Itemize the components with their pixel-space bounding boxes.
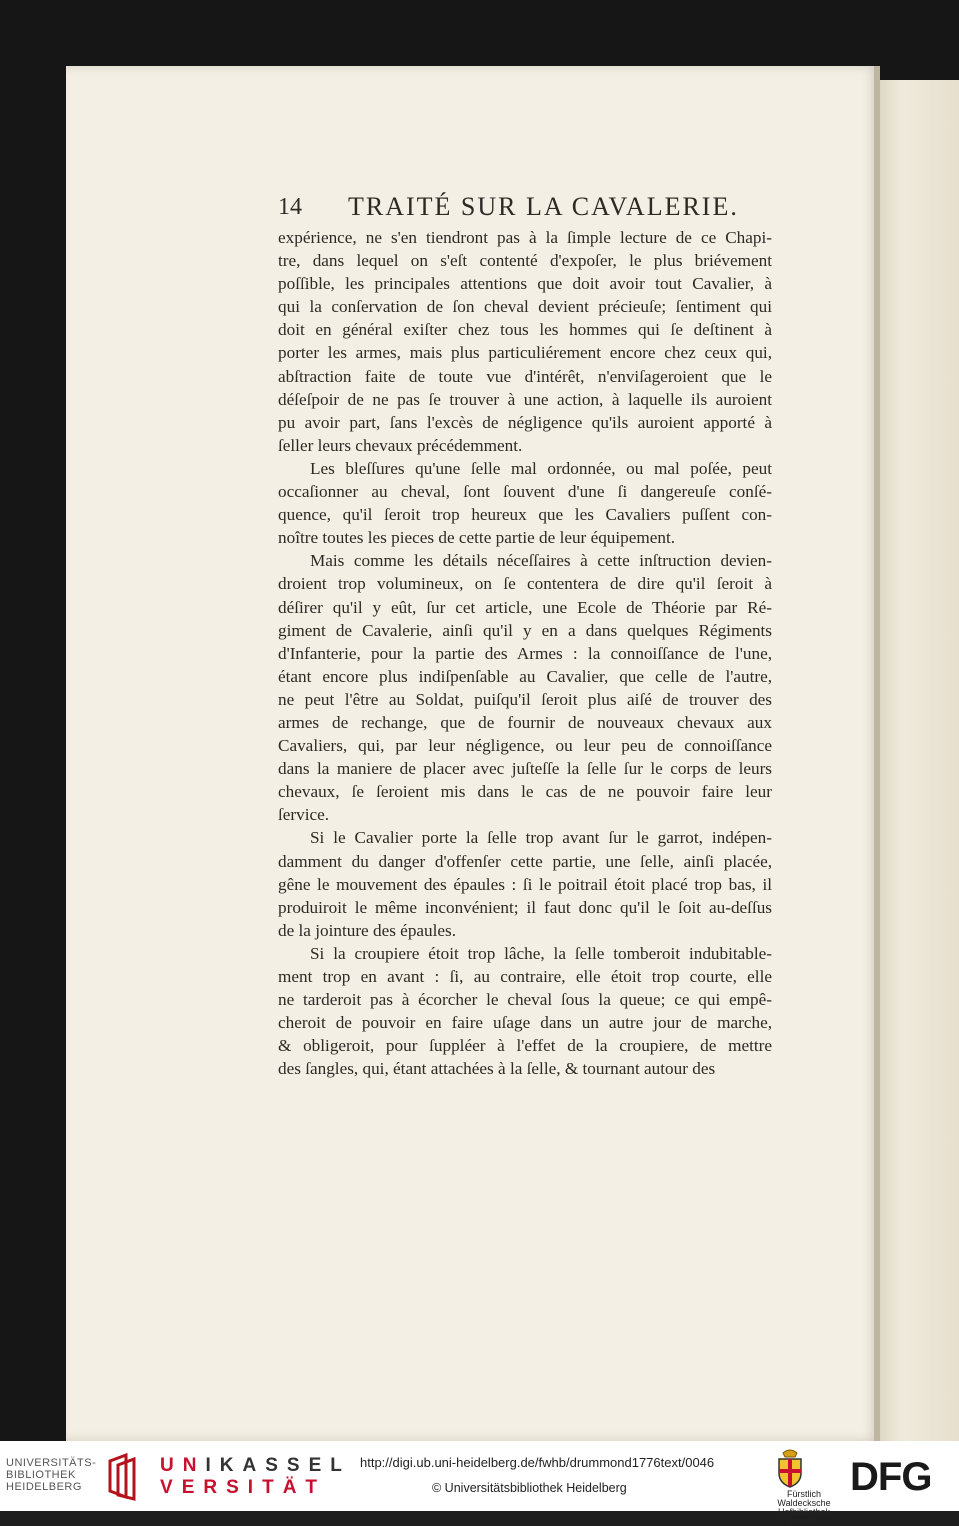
uk-letter: V <box>160 1477 182 1498</box>
page-edge <box>878 80 959 1441</box>
footer-bar <box>0 1441 959 1526</box>
page-gutter <box>874 66 880 1441</box>
text-line: quence, qu'il ſeroit trop heureux que les Cavaliers puſſent con- <box>278 505 772 525</box>
uk-letter: U <box>160 1455 183 1476</box>
text-line: poſſible, les principales attentions que doit avoir tout Cavalier, à <box>278 274 772 294</box>
text-line: étant encore plus indiſpenſable au Cavalier, que celle de l'autre, <box>278 666 772 686</box>
text-line: Cavaliers, qui, par leur négligence, ou leur peu de connoiſſance <box>278 736 772 756</box>
heidelberg-logo-icon[interactable] <box>106 1453 142 1501</box>
uni-kassel-logo[interactable] <box>160 1455 351 1499</box>
uk-letter: E <box>181 1477 204 1498</box>
text-line: Les bleſſures qu'une ſelle mal ordonnée, ou mal poſée, peut <box>310 458 772 478</box>
text-line: des ſangles, qui, étant attachées à la ſelle, & tournant autour des <box>278 1059 716 1079</box>
uh-library-name[interactable] <box>6 1457 96 1493</box>
paragraph <box>278 457 772 549</box>
text-line: ne peut l'être au Soldat, puiſqu'il ſeroit plus aiſé de trouver des <box>278 689 772 709</box>
text-line: noître toutes les pieces de cette partie de leur équipement. <box>278 528 676 548</box>
text-line: ſervice. <box>278 805 330 825</box>
paragraph <box>278 826 772 941</box>
text-line: d'Infanterie, pour la partie des Armes : la connoiſſance de l'une, <box>278 643 772 663</box>
text-line: déſeſpoir de ne pas ſe trouver à une action, à laquelle ils auroient <box>278 389 772 409</box>
uk-letter: R <box>203 1477 227 1498</box>
text-line: gêne le mouvement des épaules : ſi le poitrail étoit placé trop bas, il <box>278 874 772 894</box>
text-line: cheroit de pouvoir en faire uſage dans un autre jour de marche, <box>278 1013 772 1033</box>
text-line: occaſionner au cheval, ſont ſouvent d'une ſi dangereuſe conſé- <box>278 482 772 502</box>
uh-line-1: UNIVERSITÄTS- <box>6 1457 97 1469</box>
text-line: abſtraction faite de toute vue d'intérêt, n'enviſageroient que le <box>278 366 772 386</box>
text-line: pu avoir part, ſans l'excès de négligence qu'ils auroient apporté à <box>278 412 772 432</box>
text-line: déſirer qu'il y eût, ſur cet article, une Ecole de Théorie par Ré- <box>278 597 772 617</box>
coat-of-arms-icon[interactable] <box>770 1447 810 1489</box>
uk-letter: N <box>182 1455 206 1476</box>
uk-letter: T <box>305 1477 327 1498</box>
page-number: 14 <box>278 194 302 220</box>
text-line: produiroit le même inconvénient; il faut donc qu'il le ſoit au-deſſus <box>278 897 772 917</box>
uk-letter: T <box>262 1477 283 1498</box>
text-line: armes de rechange, que de fournir de nouveaux chevaux aux <box>278 712 772 732</box>
text-line: chevaux, ſe ſeroient mis dans le cas de ne pouvoir faire leur <box>278 782 772 802</box>
fwh-line-2: Hofbibliothek Arolsen <box>777 1507 831 1526</box>
paragraphs <box>278 226 772 1080</box>
uk-letter: I <box>247 1477 263 1498</box>
page-text <box>278 190 772 1080</box>
text-line: de la jointure des épaules. <box>278 920 457 940</box>
text-line: Si le Cavalier porte la ſelle trop avant ſur le garrot, indépen- <box>310 828 772 848</box>
fwh-line-1: Fürstlich Waldecksche <box>777 1489 831 1508</box>
uk-letter: K <box>219 1455 243 1476</box>
uh-line-3: HEIDELBERG <box>6 1481 82 1493</box>
uk-row-1 <box>160 1455 351 1477</box>
uk-letter: I <box>205 1455 220 1476</box>
text-line: droient trop volumineux, on ſe contentera de dire qu'il ſeroit à <box>278 574 772 594</box>
text-line: & obligeroit, pour ſuppléer à l'effet de la croupiere, de mettre <box>278 1036 772 1056</box>
paragraph <box>278 549 772 826</box>
text-line: ſeller leurs chevaux précédemment. <box>278 435 523 455</box>
uk-letter: S <box>286 1455 309 1476</box>
uk-letter: S <box>226 1477 248 1498</box>
text-line: doit en général exiſter chez tous les hommes qui ſe deſtinent à <box>278 320 772 340</box>
uk-letter: Ä <box>282 1477 306 1498</box>
copyright-notice: © Universitätsbibliothek Heidelberg <box>432 1481 627 1495</box>
text-line: qui la conſervation de ſon cheval devient précieuſe; ſentiment qui <box>278 297 772 317</box>
uk-letter: A <box>242 1455 266 1476</box>
running-title: TRAITÉ SUR LA CAVALERIE. <box>348 192 739 221</box>
uk-letter: E <box>308 1455 331 1476</box>
paragraph <box>278 942 772 1081</box>
text-line: damment du danger d'offenſer cette partie, une ſelle, ainſi placée, <box>278 851 772 871</box>
uh-line-2: BIBLIOTHEK <box>6 1469 76 1481</box>
paragraph <box>278 226 772 457</box>
text-line: porter les armes, mais plus particuliérement encore chez ceux qui, <box>278 343 772 363</box>
text-line: Mais comme les détails néceſſaires à cette inſtruction devien- <box>310 551 772 571</box>
permalink-url[interactable]: http://digi.ub.uni-heidelberg.de/fwhb/drummond1776text/0046 <box>360 1455 715 1470</box>
text-line: dans la maniere de placer avec juſteſſe la ſelle ſur le corps de leurs <box>278 759 772 779</box>
uk-row-2 <box>160 1477 351 1499</box>
dfg-logo[interactable]: DFG <box>850 1455 932 1499</box>
text-line: giment de Cavalerie, ainſi qu'il y en a dans quelques Régiments <box>278 620 772 640</box>
text-line: tre, dans lequel on s'eſt contenté d'expoſer, le plus briévement <box>278 251 772 271</box>
running-head <box>278 190 772 226</box>
text-line: ment trop en avant : ſi, au contraire, elle étoit trop courte, elle <box>278 967 772 986</box>
uk-letter: S <box>265 1455 287 1476</box>
fwh-library-name <box>768 1490 840 1526</box>
text-line: expérience, ne s'en tiendront pas à la ſimple lecture de ce Chapi- <box>278 228 772 247</box>
text-line: ne tarderoit pas à écorcher le cheval ſous la queue; ce qui empê- <box>278 990 772 1010</box>
text-line: Si la croupiere étoit trop lâche, la ſelle tomberoit indubitable- <box>310 943 772 963</box>
uk-letter: L <box>330 1455 351 1476</box>
